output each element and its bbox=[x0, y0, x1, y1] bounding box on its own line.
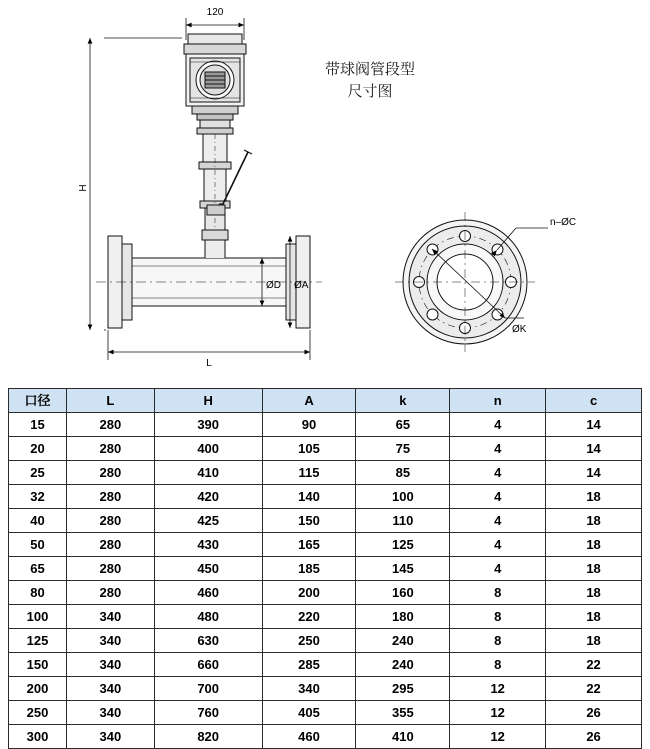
table-cell: 18 bbox=[546, 533, 642, 557]
label-dim-120: 120 bbox=[206, 7, 224, 18]
table-cell: 200 bbox=[262, 581, 356, 605]
table-cell: 280 bbox=[66, 581, 154, 605]
table-cell: 18 bbox=[546, 629, 642, 653]
table-cell: 400 bbox=[154, 437, 262, 461]
table-row bbox=[9, 581, 642, 605]
table-cell: 115 bbox=[262, 461, 356, 485]
table-row bbox=[9, 461, 642, 485]
table-row bbox=[9, 557, 642, 581]
table-cell: 460 bbox=[154, 581, 262, 605]
table-cell: 40 bbox=[9, 509, 67, 533]
table-cell: 18 bbox=[546, 485, 642, 509]
table-cell: 460 bbox=[262, 725, 356, 749]
table-cell: 15 bbox=[9, 413, 67, 437]
table-cell: 32 bbox=[9, 485, 67, 509]
table-cell: 150 bbox=[262, 509, 356, 533]
table-cell: 200 bbox=[9, 677, 67, 701]
table-cell: 50 bbox=[9, 533, 67, 557]
table-row bbox=[9, 533, 642, 557]
table-cell: 220 bbox=[262, 605, 356, 629]
table-cell: 280 bbox=[66, 533, 154, 557]
table-header-row bbox=[9, 389, 642, 413]
table-row bbox=[9, 485, 642, 509]
table-cell: 22 bbox=[546, 653, 642, 677]
table-cell: 165 bbox=[262, 533, 356, 557]
table-cell: 450 bbox=[154, 557, 262, 581]
table-cell: 340 bbox=[66, 701, 154, 725]
table-cell: 280 bbox=[66, 485, 154, 509]
table-cell: 80 bbox=[9, 581, 67, 605]
table-cell: 90 bbox=[262, 413, 356, 437]
table-cell: 340 bbox=[262, 677, 356, 701]
table-cell: 8 bbox=[450, 653, 546, 677]
table-cell: 75 bbox=[356, 437, 450, 461]
table-cell: 25 bbox=[9, 461, 67, 485]
label-bolt-circle: ØK bbox=[512, 324, 527, 335]
table-cell: 140 bbox=[262, 485, 356, 509]
table-cell: 410 bbox=[154, 461, 262, 485]
table-row bbox=[9, 509, 642, 533]
table-cell: 12 bbox=[450, 701, 546, 725]
table-cell: 20 bbox=[9, 437, 67, 461]
label-diameter-a: ØA bbox=[294, 280, 309, 291]
table-cell: 425 bbox=[154, 509, 262, 533]
table-cell: 355 bbox=[356, 701, 450, 725]
table-cell: 480 bbox=[154, 605, 262, 629]
table-cell: 26 bbox=[546, 701, 642, 725]
table-cell: 295 bbox=[356, 677, 450, 701]
table-cell: 240 bbox=[356, 653, 450, 677]
table-cell: 300 bbox=[9, 725, 67, 749]
table-cell: 18 bbox=[546, 581, 642, 605]
dim-L bbox=[108, 330, 310, 360]
table-row bbox=[9, 653, 642, 677]
table-cell: 100 bbox=[356, 485, 450, 509]
table-cell: 14 bbox=[546, 461, 642, 485]
table-cell: 18 bbox=[546, 557, 642, 581]
table-cell: 125 bbox=[356, 533, 450, 557]
table-cell: 285 bbox=[262, 653, 356, 677]
label-dim-H: H bbox=[78, 184, 89, 192]
table-cell: 410 bbox=[356, 725, 450, 749]
table-row bbox=[9, 677, 642, 701]
table-cell: 8 bbox=[450, 629, 546, 653]
table-cell: 125 bbox=[9, 629, 67, 653]
table-cell: 420 bbox=[154, 485, 262, 509]
table-cell: 4 bbox=[450, 509, 546, 533]
table-row bbox=[9, 701, 642, 725]
spec-table-container bbox=[8, 388, 642, 749]
table-cell: 340 bbox=[66, 677, 154, 701]
table-cell: 430 bbox=[154, 533, 262, 557]
table-body bbox=[9, 413, 642, 749]
table-cell: 760 bbox=[154, 701, 262, 725]
table-cell: 12 bbox=[450, 677, 546, 701]
table-row bbox=[9, 437, 642, 461]
table-cell: 4 bbox=[450, 485, 546, 509]
table-cell: 150 bbox=[9, 653, 67, 677]
column-header-c: c bbox=[546, 389, 642, 413]
table-cell: 280 bbox=[66, 437, 154, 461]
table-cell: 280 bbox=[66, 461, 154, 485]
table-cell: 340 bbox=[66, 653, 154, 677]
table-cell: 145 bbox=[356, 557, 450, 581]
table-row bbox=[9, 605, 642, 629]
label-holes: n–ØC bbox=[550, 217, 577, 228]
drawing-title-line2: 尺寸图 bbox=[347, 82, 393, 100]
table-cell: 22 bbox=[546, 677, 642, 701]
table-cell: 660 bbox=[154, 653, 262, 677]
table-cell: 250 bbox=[9, 701, 67, 725]
table-cell: 340 bbox=[66, 629, 154, 653]
table-cell: 100 bbox=[9, 605, 67, 629]
table-cell: 110 bbox=[356, 509, 450, 533]
transmitter-housing bbox=[184, 34, 246, 120]
table-cell: 280 bbox=[66, 509, 154, 533]
table-cell: 180 bbox=[356, 605, 450, 629]
table-cell: 340 bbox=[66, 605, 154, 629]
table-cell: 18 bbox=[546, 509, 642, 533]
column-header-h: H bbox=[154, 389, 262, 413]
table-cell: 65 bbox=[356, 413, 450, 437]
table-cell: 4 bbox=[450, 461, 546, 485]
table-cell: 4 bbox=[450, 533, 546, 557]
table-cell: 280 bbox=[66, 557, 154, 581]
table-cell: 14 bbox=[546, 413, 642, 437]
table-cell: 65 bbox=[9, 557, 67, 581]
table-cell: 26 bbox=[546, 725, 642, 749]
table-cell: 4 bbox=[450, 413, 546, 437]
table-row bbox=[9, 725, 642, 749]
column-header-n: n bbox=[450, 389, 546, 413]
label-diameter-d: ØD bbox=[266, 280, 281, 291]
table-cell: 14 bbox=[546, 437, 642, 461]
table-row bbox=[9, 413, 642, 437]
table-cell: 820 bbox=[154, 725, 262, 749]
table-cell: 18 bbox=[546, 605, 642, 629]
table-row bbox=[9, 629, 642, 653]
drawing-title-line1: 带球阀管段型 bbox=[324, 60, 415, 78]
drawing-title bbox=[290, 58, 450, 102]
table-cell: 8 bbox=[450, 581, 546, 605]
table-cell: 630 bbox=[154, 629, 262, 653]
table-cell: 4 bbox=[450, 437, 546, 461]
column-header-k: k bbox=[356, 389, 450, 413]
table-cell: 250 bbox=[262, 629, 356, 653]
table-cell: 280 bbox=[66, 413, 154, 437]
spec-table bbox=[8, 388, 642, 749]
column-header-a: A bbox=[262, 389, 356, 413]
table-cell: 390 bbox=[154, 413, 262, 437]
table-cell: 8 bbox=[450, 605, 546, 629]
table-cell: 240 bbox=[356, 629, 450, 653]
table-cell: 160 bbox=[356, 581, 450, 605]
table-cell: 105 bbox=[262, 437, 356, 461]
pipe-body bbox=[96, 230, 322, 328]
column-header-l: L bbox=[66, 389, 154, 413]
table-cell: 700 bbox=[154, 677, 262, 701]
table-cell: 4 bbox=[450, 557, 546, 581]
table-cell: 85 bbox=[356, 461, 450, 485]
column-header-diameter: 口径 bbox=[9, 389, 67, 413]
table-cell: 340 bbox=[66, 725, 154, 749]
table-cell: 405 bbox=[262, 701, 356, 725]
table-cell: 12 bbox=[450, 725, 546, 749]
table-cell: 185 bbox=[262, 557, 356, 581]
label-dim-L: L bbox=[206, 358, 212, 369]
